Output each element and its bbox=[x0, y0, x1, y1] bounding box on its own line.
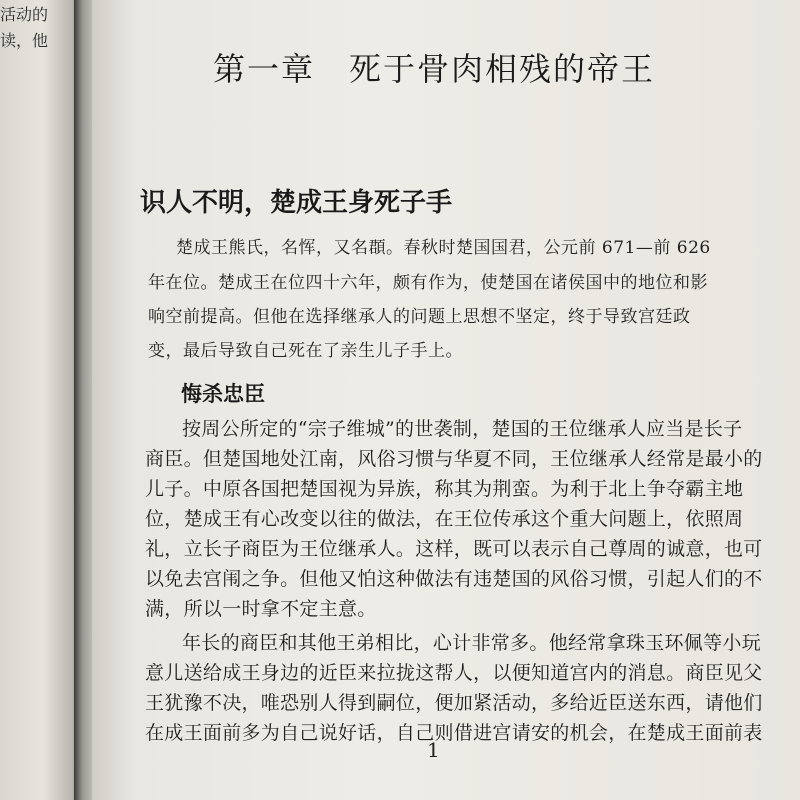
chapter-title: 第一章 死于骨肉相残的帝王 bbox=[213, 50, 656, 88]
body-line: 意儿送给成王身边的近臣来拉拢这帮人，以便知道宫内的消息。商臣见父 bbox=[145, 662, 763, 684]
section-title: 识人不明，楚成王身死子手 bbox=[140, 188, 453, 218]
body-line: 按周公所定的“宗子维城”的世袭制，楚国的王位继承人应当是长子 bbox=[182, 418, 743, 440]
intro-line: 变，最后导致自己死在了亲生儿子手上。 bbox=[148, 341, 463, 361]
body-line: 年长的商臣和其他王弟相比，心计非常多。他经常拿珠玉环佩等小玩 bbox=[182, 632, 762, 654]
intro-line: 年在位。楚成王在位四十六年，颇有作为，使楚国在诸侯国中的地位和影 bbox=[148, 273, 708, 293]
left-page-edge bbox=[0, 0, 78, 800]
body-line: 礼，立长子商臣为王位继承人。这样，既可以表示自己尊周的诚意，也可 bbox=[145, 538, 763, 560]
subheading: 悔杀忠臣 bbox=[181, 382, 265, 406]
body-line: 商臣。但楚国地处江南，风俗习惯与华夏不同，王位继承人经常是最小的 bbox=[145, 448, 763, 470]
intro-line: 响空前提高。但他在选择继承人的问题上思想不坚定，终于导致宫廷政 bbox=[148, 307, 691, 327]
body-line: 满，所以一时拿不定主意。 bbox=[145, 598, 377, 620]
page-number: 1 bbox=[427, 738, 440, 762]
body-line: 王犹豫不决，唯恐别人得到嗣位，便加紧活动，多给近臣送东西，请他们 bbox=[145, 692, 763, 714]
body-line: 以免去宫闱之争。但他又怕这种做法有违楚国的风俗习惯，引起人们的不 bbox=[145, 568, 763, 590]
intro-line: 楚成王熊氏，名恽，又名頵。春秋时楚国国君，公元前 671—前 626 bbox=[176, 238, 711, 258]
left-page-line: 读，他 bbox=[0, 31, 49, 50]
left-page-line: 活动的 bbox=[0, 5, 49, 24]
body-line: 位，楚成王有心改变以往的做法，在王位传承这个重大问题上，依照周 bbox=[145, 508, 744, 530]
body-line: 在成王面前多为自己说好话，自己则借进宫请安的机会，在楚成王面前表 bbox=[145, 722, 763, 744]
body-line: 儿子。中原各国把楚国视为异族，称其为荆蛮。为利于北上争夺霸主地 bbox=[145, 478, 744, 500]
